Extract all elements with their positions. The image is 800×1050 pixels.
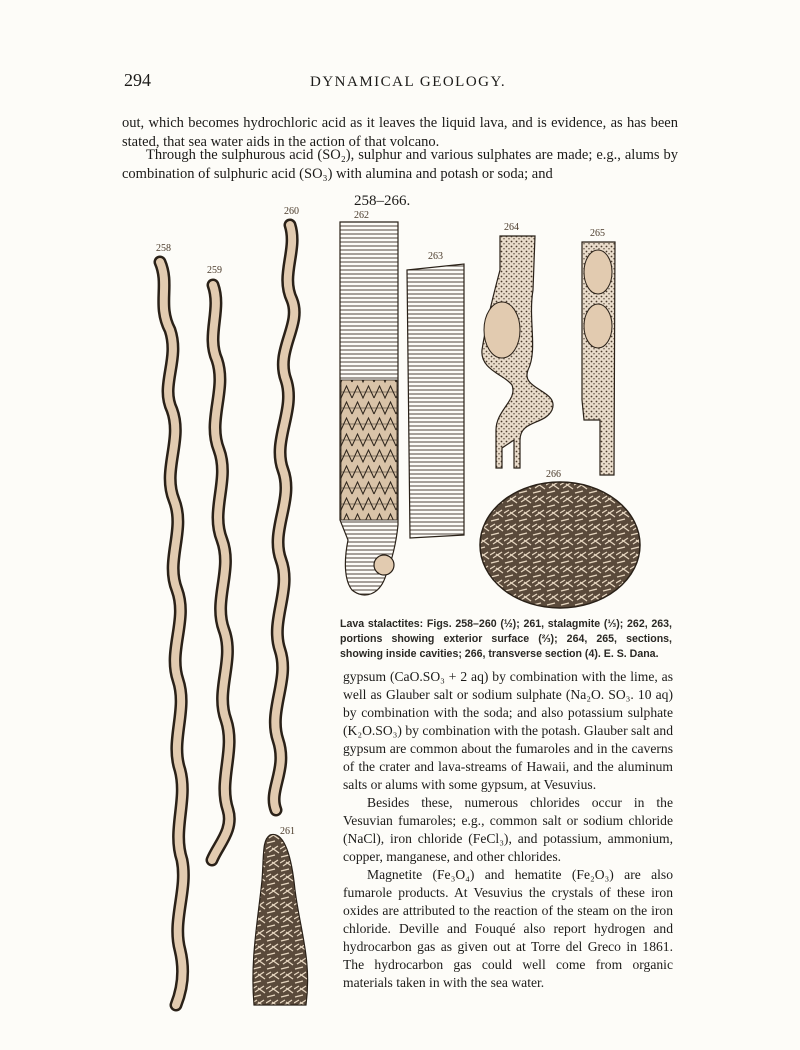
figure-title: 258–266. [354, 193, 411, 209]
stalagmite-261 [253, 834, 308, 1005]
column-paragraph-1: gypsum (CaO.SO₃ + 2 aq) by combination with the lime, as well as Glauber salt or sodium sulphate (Na₂O. SO₃. 10 aq) by combination with the soda; and also potassium sulphate (K₂O.SO₃) by combination with the potash. Glauber salt and gypsum are common about the fumaroles and in the caverns of the crater and lava-streams of Hawaii, and the aluminum salts or alums with some gypsum, at Vesuvius. [343, 669, 673, 792]
figure-caption: Lava stalactites: Figs. 258–260 (½); 261, stalagmite (⅓); 262, 263, portions showing exterior surface (⅔); 264, 265, sections, showing inside cavities; 266, transverse section (4). E. S. Dana. [340, 618, 672, 660]
column-paragraph-3: Magnetite (Fe₃O₄) and hematite (Fe₂O₃) are also fumarole products. At Vesuvius the crystals of these iron oxides are attributed to the reaction of the steam on the iron chloride. Deville and Fouqué also report hydrogen and hydrocarbon gas as given out at Torre del Greco in 1861. The hydrocarbon gas could well come from organic materials taken in with the sea water. [343, 867, 673, 990]
body-paragraph-2: Through the sulphurous acid (SO₂), sulphur and various sulphates are made; e.g., alums by combination of sulphuric acid (SO₃) with alumina and potash or soda; and [122, 147, 678, 182]
label-264: 264 [504, 222, 519, 233]
label-258: 258 [156, 243, 171, 254]
label-260: 260 [284, 206, 299, 217]
section-263 [407, 264, 464, 538]
label-262: 262 [354, 210, 369, 221]
column-paragraph-2: Besides these, numerous chlorides occur in the Vesuvian fumaroles; e.g., common salt or sodium chloride (NaCl), iron chloride (FeCl₃), and potassium, ammonium, copper, manganese, and other chlorides. [343, 795, 673, 864]
label-259: 259 [207, 265, 222, 276]
page-number: 294 [124, 70, 151, 90]
transverse-section-266 [480, 482, 640, 608]
running-head: DYNAMICAL GEOLOGY. [310, 74, 507, 90]
label-263: 263 [428, 251, 443, 262]
label-261: 261 [280, 826, 295, 837]
label-265: 265 [590, 228, 605, 239]
label-266: 266 [546, 469, 561, 480]
right-column [343, 668, 673, 992]
body-paragraph-1: out, which becomes hydrochloric acid as it leaves the liquid lava, and is evidence, as has been stated, that sea water aids in the action of that volcano. [122, 115, 678, 150]
